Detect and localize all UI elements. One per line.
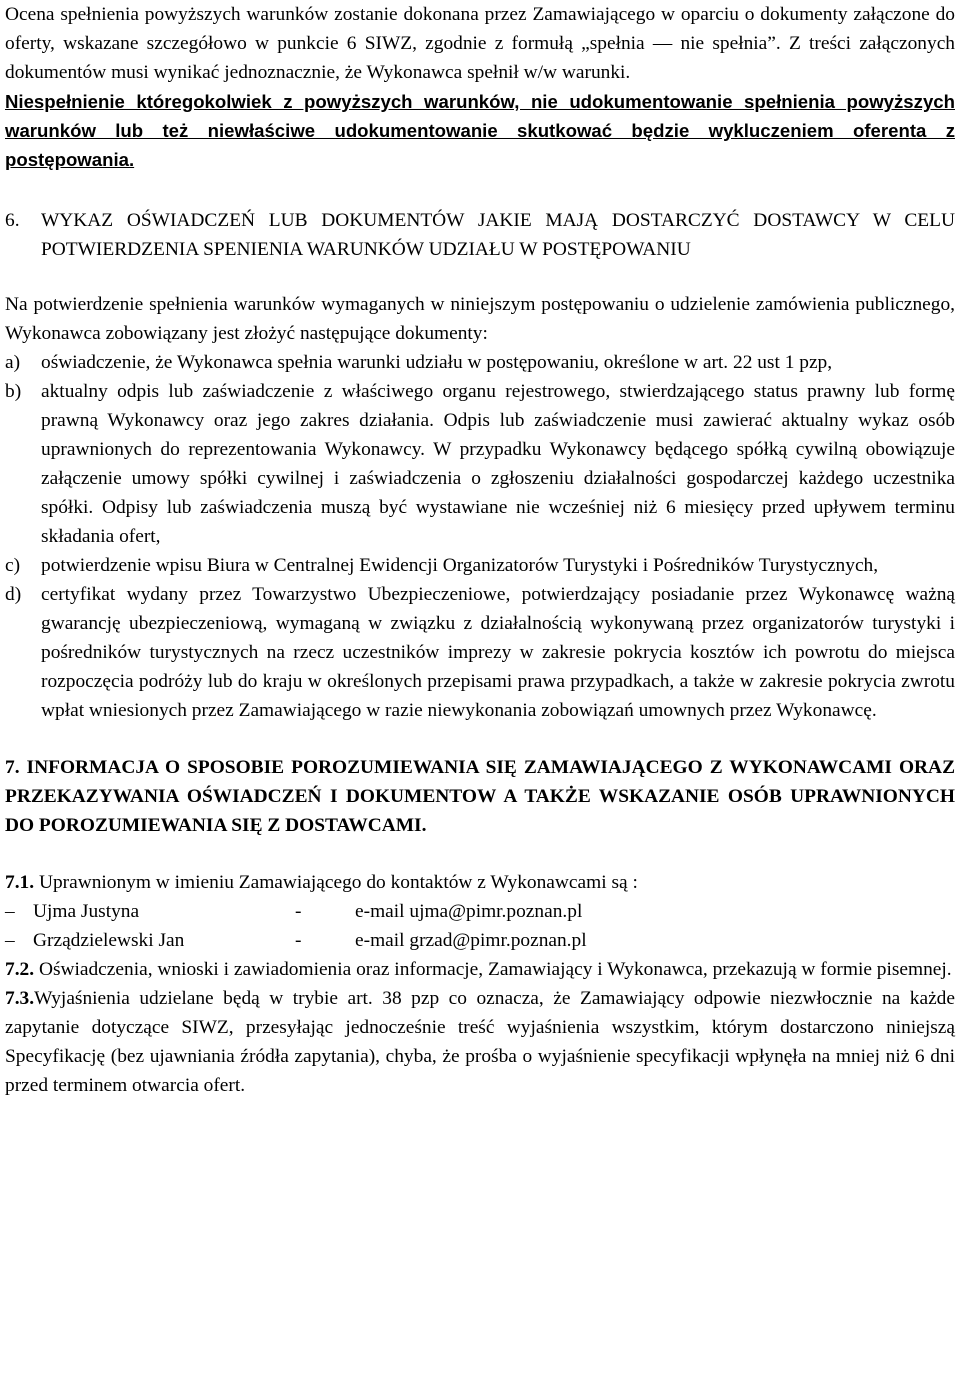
section-7-heading: 7. INFORMACJA O SPOSOBIE POROZUMIEWANIA SIĘ ZAMAWIAJĄCEGO Z WYKONAWCAMI ORAZ PRZEKAZYWANIA OŚWIADCZEŃ I DOKUMENTOW A TAKŻE WSKAZANIE OSÓB UPRAWNIONYCH DO POROZUMIEWANIA SIĘ Z DOSTAWCAMI. (5, 757, 955, 836)
document-page (5, 0, 955, 1100)
contact-name: Grządzielewski Jan (33, 930, 185, 951)
item-marker: c) (5, 555, 21, 576)
contact-name: Ujma Justyna (33, 901, 140, 922)
paragraph-7-3-text: Wyjaśnienia udzielane będą w trybie art. 38 pzp co oznacza, że Zamawiający odpowie niezwłocznie na każde zapytanie dotyczące SIWZ, przesyłając jednocześnie treść wyjaśnienia wszystkim, którym dostarczono niniejszą Specyfikację (bez ujawniania źródła zapytania), chyba, że prośba o wyjaśnienie specyfikacji wpłynęła na mniej niż 6 dni przed terminem otwarcia ofert. (5, 988, 955, 1096)
contact-dash: – (5, 901, 15, 922)
item-text: potwierdzenie wpisu Biura w Centralnej Ewidencji Organizatorów Turystyki i Pośredników Turystycznych, (41, 555, 879, 576)
contact-email: e-mail ujma@pimr.poznan.pl (355, 901, 583, 922)
paragraph-7-1-text: Uprawnionym w imieniu Zamawiającego do kontaktów z Wykonawcami są : (34, 872, 638, 893)
contact-dash: – (5, 930, 15, 951)
list-item (5, 377, 955, 551)
section-6-title: WYKAZ OŚWIADCZEŃ LUB DOKUMENTÓW JAKIE MAJĄ DOSTARCZYĆ DOSTAWCY W CELU POTWIERDZENIA SPENIENIA WARUNKÓW UDZIAŁU W POSTĘPOWANIU (41, 210, 955, 260)
contact-email: e-mail grzad@pimr.poznan.pl (355, 930, 587, 951)
exclusion-warning: Niespełnienie któregokolwiek z powyższych warunków, nie udokumentowanie spełnienia powyższych warunków lub też niewłaściwe udokumentowanie skutkować będzie wykluczeniem oferenta z postępowania. (5, 91, 955, 170)
section-6-number: 6. (5, 210, 20, 231)
paragraph-7-2 (5, 955, 955, 984)
contact-separator: - (295, 901, 302, 922)
paragraph-7-1 (5, 868, 955, 897)
contact-row (5, 926, 955, 955)
item-marker: b) (5, 381, 22, 402)
item-text: certyfikat wydany przez Towarzystwo Ubezpieczeniowe, potwierdzający posiadanie przez Wykonawcę ważną gwarancję ubezpieczeniową, wymaganą w związku z działalnością wykonywaną przez organizatorów turystyki i pośredników turystycznych na rzecz uczestników imprezy w zakresie pokrycia kosztów ich powrotu do miejsca rozpoczęcia podróży lub do kraju w określonych przepisami prawa przypadkach, a także w zakresie pokrycia zwrotu wpłat wniesionych przez Zamawiającego w razie niewykonania zobowiązań umownych przez Wykonawcę. (41, 584, 955, 721)
list-item (5, 551, 955, 580)
contact-separator: - (295, 930, 302, 951)
contact-row (5, 897, 955, 926)
paragraph-7-2-text: Oświadczenia, wnioski i zawiadomienia oraz informacje, Zamawiający i Wykonawca, przekazują w formie pisemnej. (34, 959, 952, 980)
section-6-heading (5, 206, 955, 264)
intro-paragraph: Ocena spełnienia powyższych warunków zostanie dokonana przez Zamawiającego w oparciu o dokumenty załączone do oferty, wskazane szczegółowo w punkcie 6 SIWZ, zgodnie z formułą „spełnia — nie spełnia”. Z treści załączonych dokumentów musi wynikać jednoznacznie, że Wykonawca spełnił w/w warunki. (5, 4, 955, 83)
paragraph-7-2-number: 7.2. (5, 959, 35, 980)
list-item (5, 348, 955, 377)
paragraph-7-3 (5, 984, 955, 1100)
item-marker: d) (5, 584, 22, 605)
item-text: oświadczenie, że Wykonawca spełnia warunki udziału w postępowaniu, określone w art. 22 ust 1 pzp, (41, 352, 833, 373)
paragraph-7-3-number: 7.3. (5, 988, 35, 1009)
item-text: aktualny odpis lub zaświadczenie z właściwego organu rejestrowego, stwierdzającego status prawny lub formę prawną Wykonawcy oraz jego zakres działania. Odpis lub zaświadczenie musi zawierać aktualny wykaz osób uprawnionych do reprezentowania Wykonawcy. W przypadku Wykonawcy będącego spółką cywilną obowiązuje załączenie umowy spółki cywilnej i zaświadczenia o zgłoszeniu działalności gospodarczej każdego uczestnika spółki. Odpisy lub zaświadczenia muszą być wystawiane nie wcześniej niż 6 miesięcy przed upływem terminu składania ofert, (41, 381, 955, 547)
item-marker: a) (5, 352, 21, 373)
paragraph-7-1-number: 7.1. (5, 872, 35, 893)
section-6-intro: Na potwierdzenie spełnienia warunków wymaganych w niniejszym postępowaniu o udzielenie zamówienia publicznego, Wykonawca zobowiązany jest złożyć następujące dokumenty: (5, 294, 955, 344)
list-item (5, 580, 955, 725)
